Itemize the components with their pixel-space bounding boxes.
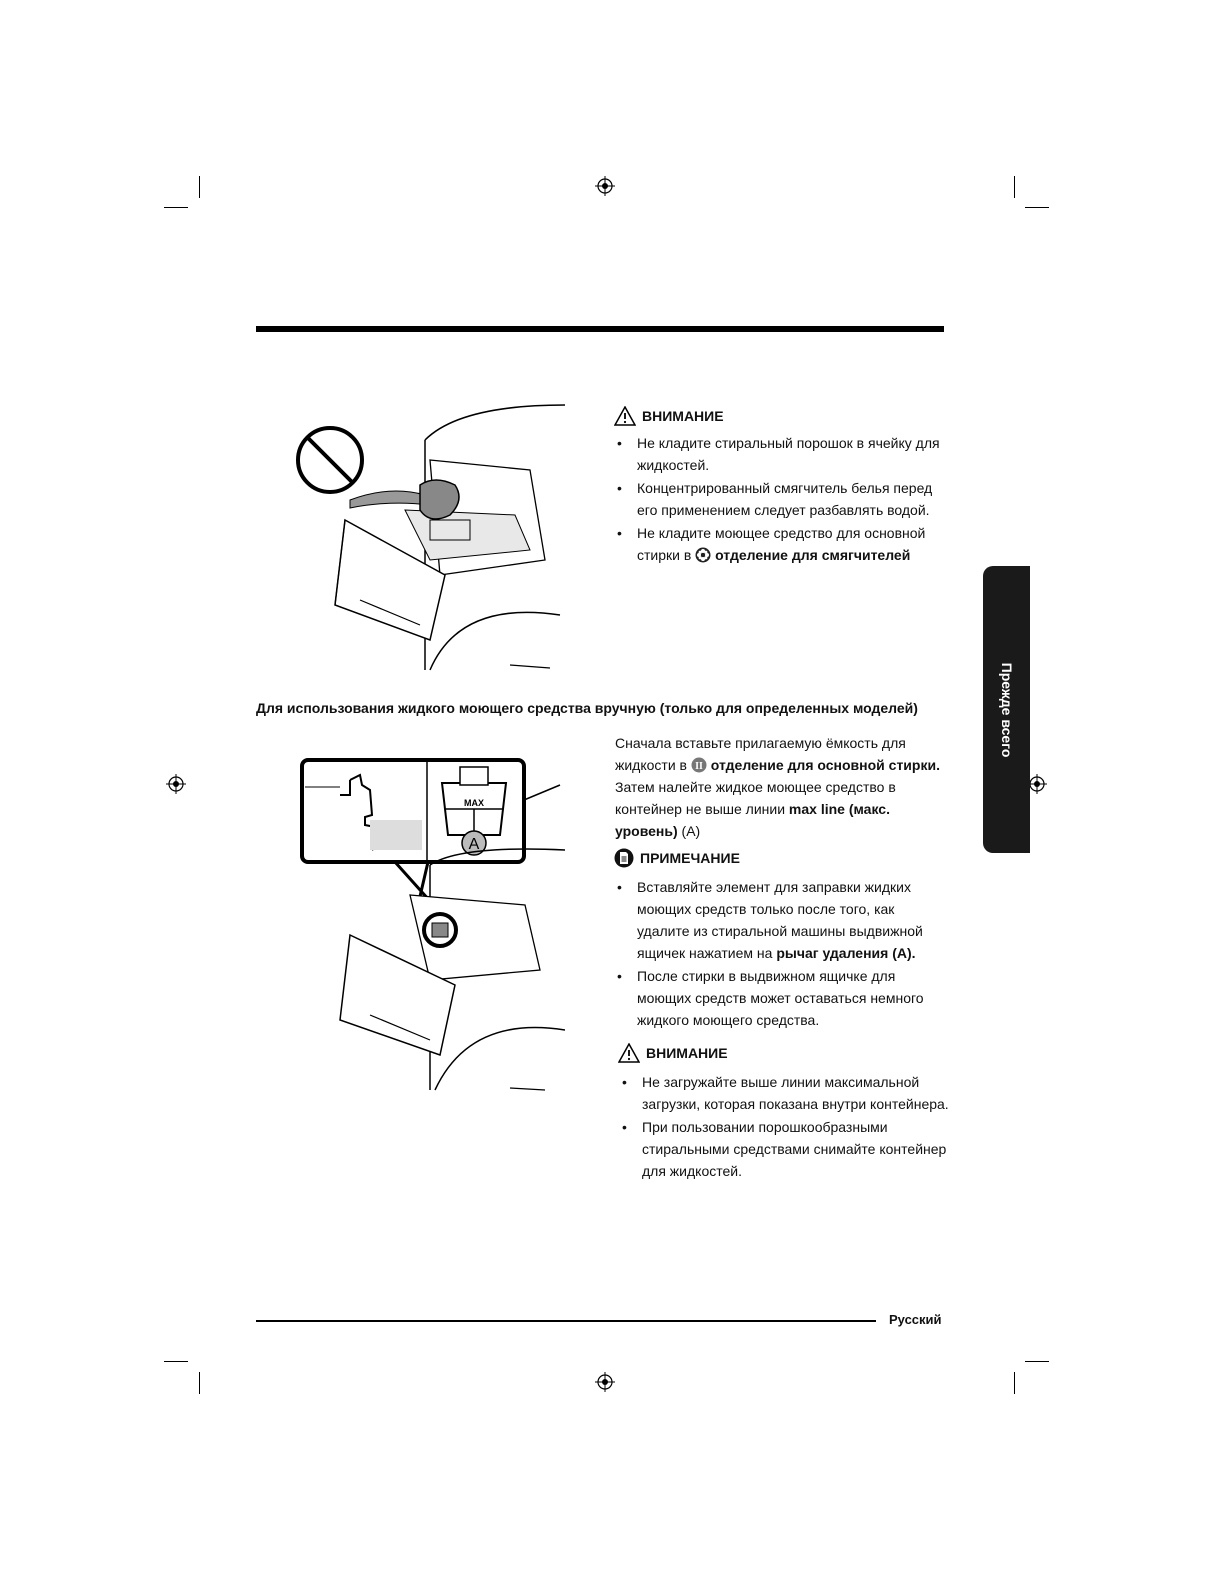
warning-list [620, 1071, 950, 1183]
registration-mark-icon [595, 176, 615, 196]
crop-mark [1025, 1361, 1049, 1362]
intro-text: Затем налейте жидкое моющее средство в контейнер не выше линии [615, 779, 896, 817]
max-line-label: MAX [464, 798, 484, 808]
footer-rule [256, 1320, 876, 1322]
warning-triangle-icon [618, 1043, 640, 1063]
list-item: • Не загружайте выше линии максимальной загрузки, которая показана внутри контейнера. [620, 1071, 950, 1115]
section-heading: Для использования жидкого моющего средства вручную (только для определенных моделей) [256, 700, 918, 716]
warning-triangle-icon [614, 406, 636, 426]
list-item: • Концентрированный смягчитель белья перед его применением следует разбавлять водой. [615, 477, 945, 521]
note-heading [614, 848, 740, 868]
figure-liquid-container [300, 755, 565, 1095]
note-document-icon [614, 848, 634, 868]
note-list [615, 876, 950, 1032]
crop-mark [1014, 176, 1015, 198]
main-wash-compartment-icon [691, 757, 707, 773]
warning-heading [618, 1043, 728, 1063]
footer-language: Русский [889, 1312, 942, 1327]
softener-flower-icon [695, 547, 711, 563]
list-item: • Не кладите стиральный порошок в ячейку для жидкостей. [615, 432, 945, 476]
compartment-icon-label: II [694, 761, 703, 772]
crop-mark [1025, 207, 1049, 208]
crop-mark [1014, 1372, 1015, 1394]
list-item-bold: рычаг удаления (A). [776, 945, 916, 961]
list-item-bold: отделение для смягчителей [715, 547, 911, 563]
intro-text: Сначала вставьте прилагаемую ёмкость для жидкости в [615, 735, 906, 773]
chapter-tab-label: Прежде всего [998, 662, 1015, 757]
list-item-text: Вставляйте элемент для заправки жидких моющих средств только после того, как удалите из стиральной машины выдвижной ящичек нажатием на [637, 879, 923, 961]
list-item [615, 522, 945, 566]
registration-mark-icon [595, 1372, 615, 1392]
crop-mark [199, 1372, 200, 1394]
note-title: ПРИМЕЧАНИЕ [640, 850, 740, 866]
registration-mark-icon [1027, 774, 1047, 794]
header-rule [256, 326, 944, 332]
list-item [615, 876, 950, 964]
intro-bold: max line (макс. уровень) [615, 801, 890, 839]
chapter-tab [983, 566, 1030, 853]
warning-title: ВНИМАНИЕ [642, 408, 724, 424]
warning-heading [614, 406, 724, 426]
warning-title: ВНИМАНИЕ [646, 1045, 728, 1061]
list-item-text: Не кладите моющее средство для основной стирки в [637, 525, 926, 563]
crop-mark [199, 176, 200, 198]
figure-no-powder [290, 400, 565, 675]
callout-label: A [468, 836, 480, 853]
warning-list [615, 432, 945, 567]
list-item: • После стирки в выдвижном ящичке для моющих средств может оставаться немного жидкого моющего средства. [615, 965, 950, 1031]
intro-paragraph [615, 732, 945, 842]
intro-bold: отделение для основной стирки. [710, 757, 940, 773]
crop-mark [164, 207, 188, 208]
registration-mark-icon [166, 774, 186, 794]
intro-text: (A) [681, 823, 701, 839]
list-item: • При пользовании порошкообразными стиральными средствами снимайте контейнер для жидкостей. [620, 1116, 950, 1182]
crop-mark [164, 1361, 188, 1362]
